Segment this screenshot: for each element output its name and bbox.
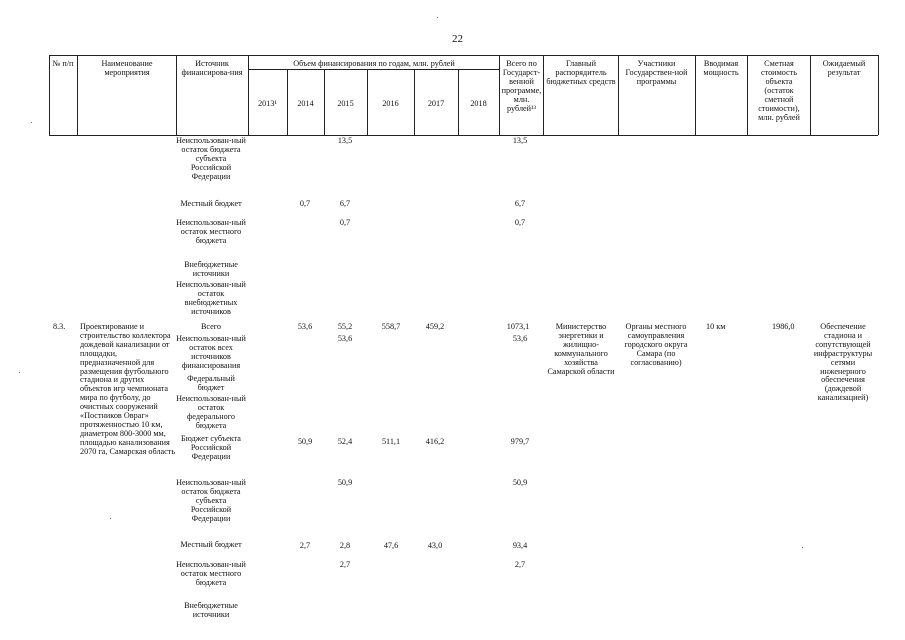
value-2015: 13,5 <box>337 136 353 145</box>
value-total: 93,4 <box>512 541 528 550</box>
value-2017: 416,2 <box>425 437 445 446</box>
value-2017: 43,0 <box>427 541 443 550</box>
value-total: 53,6 <box>512 334 528 343</box>
funding-source: Бюджет субъекта Российской Федерации <box>181 434 241 461</box>
value-2014: 0,7 <box>299 199 311 208</box>
page-number: 22 <box>452 33 463 45</box>
value-total: 2,7 <box>514 560 526 569</box>
item-capacity: 10 км <box>706 322 726 331</box>
header-year-2018: 2018 <box>470 99 487 108</box>
header-year-2015: 2015 <box>337 99 354 108</box>
value-2016: 47,6 <box>383 541 399 550</box>
header-year-2013: 2013¹ <box>258 99 277 108</box>
header-manager: Главный распорядитель бюджетных средств <box>546 59 616 86</box>
funding-source: Неиспользован-ный остаток местного бюджета <box>176 218 246 245</box>
value-total: 0,7 <box>514 218 526 227</box>
value-2014: 53,6 <box>297 322 313 331</box>
value-2015: 2,7 <box>339 560 351 569</box>
funding-source: Федеральный бюджет <box>187 374 235 392</box>
item-number: 8.3. <box>53 322 66 331</box>
value-total: 1073,1 <box>506 322 530 331</box>
header-result: Ожидаемый результат <box>822 59 866 77</box>
header-name: Наименование мероприятия <box>101 59 153 77</box>
header-total: Всего по Государст-венной программе, млн. рублей¹³ <box>501 59 542 113</box>
value-2015: 52,4 <box>337 437 353 446</box>
value-2015: 6,7 <box>339 199 351 208</box>
scan-speck <box>31 122 32 123</box>
funding-source: Внебюджетные источники <box>184 260 238 278</box>
scan-speck <box>19 372 20 373</box>
value-2015: 53,6 <box>337 334 353 343</box>
value-2015: 50,9 <box>337 478 353 487</box>
header-capacity: Вводимая мощность <box>703 59 739 77</box>
funding-source: Неиспользован-ный остаток бюджета субъекта Российской Федерации <box>176 136 246 181</box>
item-manager: Министерство энергетики и жилищно-коммунального хозяйства Самарской области <box>547 322 615 376</box>
value-2016: 558,7 <box>381 322 401 331</box>
funding-source: Неиспользован-ный остаток бюджета субъекта Российской Федерации <box>176 478 246 523</box>
header-cost: Сметная стоимость объекта (остаток сметной стоимости), млн. рублей <box>758 59 800 122</box>
value-2015: 2,8 <box>339 541 351 550</box>
value-total: 50,9 <box>512 478 528 487</box>
funding-source: Местный бюджет <box>180 199 242 208</box>
header-year-2017: 2017 <box>427 99 445 108</box>
item-result: Обеспечение стадиона и сопутствующей инфраструктуры сетями инженерного обеспечения (дождевой канализацией) <box>813 322 873 403</box>
header-volume: Объем финансирования по годам, млн. рублей <box>293 59 455 68</box>
item-participants: Органы местного самоуправления городского округа Самара (по согласованию) <box>624 322 688 367</box>
value-total: 13,5 <box>512 136 528 145</box>
header-num: № п/п <box>52 59 74 68</box>
value-2014: 2,7 <box>299 541 311 550</box>
header-participants: Участники Государствен-ной программы <box>625 59 688 86</box>
scan-speck <box>110 518 111 519</box>
item-name: Проектирование и строительство коллектора дождевой канализации от площадки, предназначенной для размещения футбольного стадиона и других объектов игр чемпионата мира по футболу, до очистных сооружений «Постников Овраг» протяженностью 10 км, диаметром 800-3000 мм, площадью канализования 2070 га, Самарская область <box>80 322 176 456</box>
funding-source: Внебюджетные источники <box>184 601 238 619</box>
value-total: 6,7 <box>514 199 526 208</box>
funding-source: Неиспользован-ный остаток федерального бюджета <box>176 394 246 430</box>
funding-source: Неиспользован-ный остаток всех источников финансирования <box>176 334 246 370</box>
value-2015: 55,2 <box>337 322 353 331</box>
value-2016: 511,1 <box>381 437 401 446</box>
value-2015: 0,7 <box>339 218 351 227</box>
scan-speck <box>802 547 803 548</box>
header-year-2016: 2016 <box>382 99 399 108</box>
value-total: 979,7 <box>510 437 530 446</box>
item-cost: 1986,0 <box>772 322 795 331</box>
value-2014: 50,9 <box>297 437 313 446</box>
funding-source: Неиспользован-ный остаток внебюджетных источников <box>176 280 246 316</box>
scan-speck <box>437 17 438 18</box>
header-source: Источник финансирова-ния <box>181 59 243 77</box>
funding-source: Всего <box>200 322 222 331</box>
funding-source: Неиспользован-ный остаток местного бюджета <box>176 560 246 587</box>
value-2017: 459,2 <box>425 322 445 331</box>
header-year-2014: 2014 <box>297 99 314 108</box>
funding-source: Местный бюджет <box>180 540 242 549</box>
